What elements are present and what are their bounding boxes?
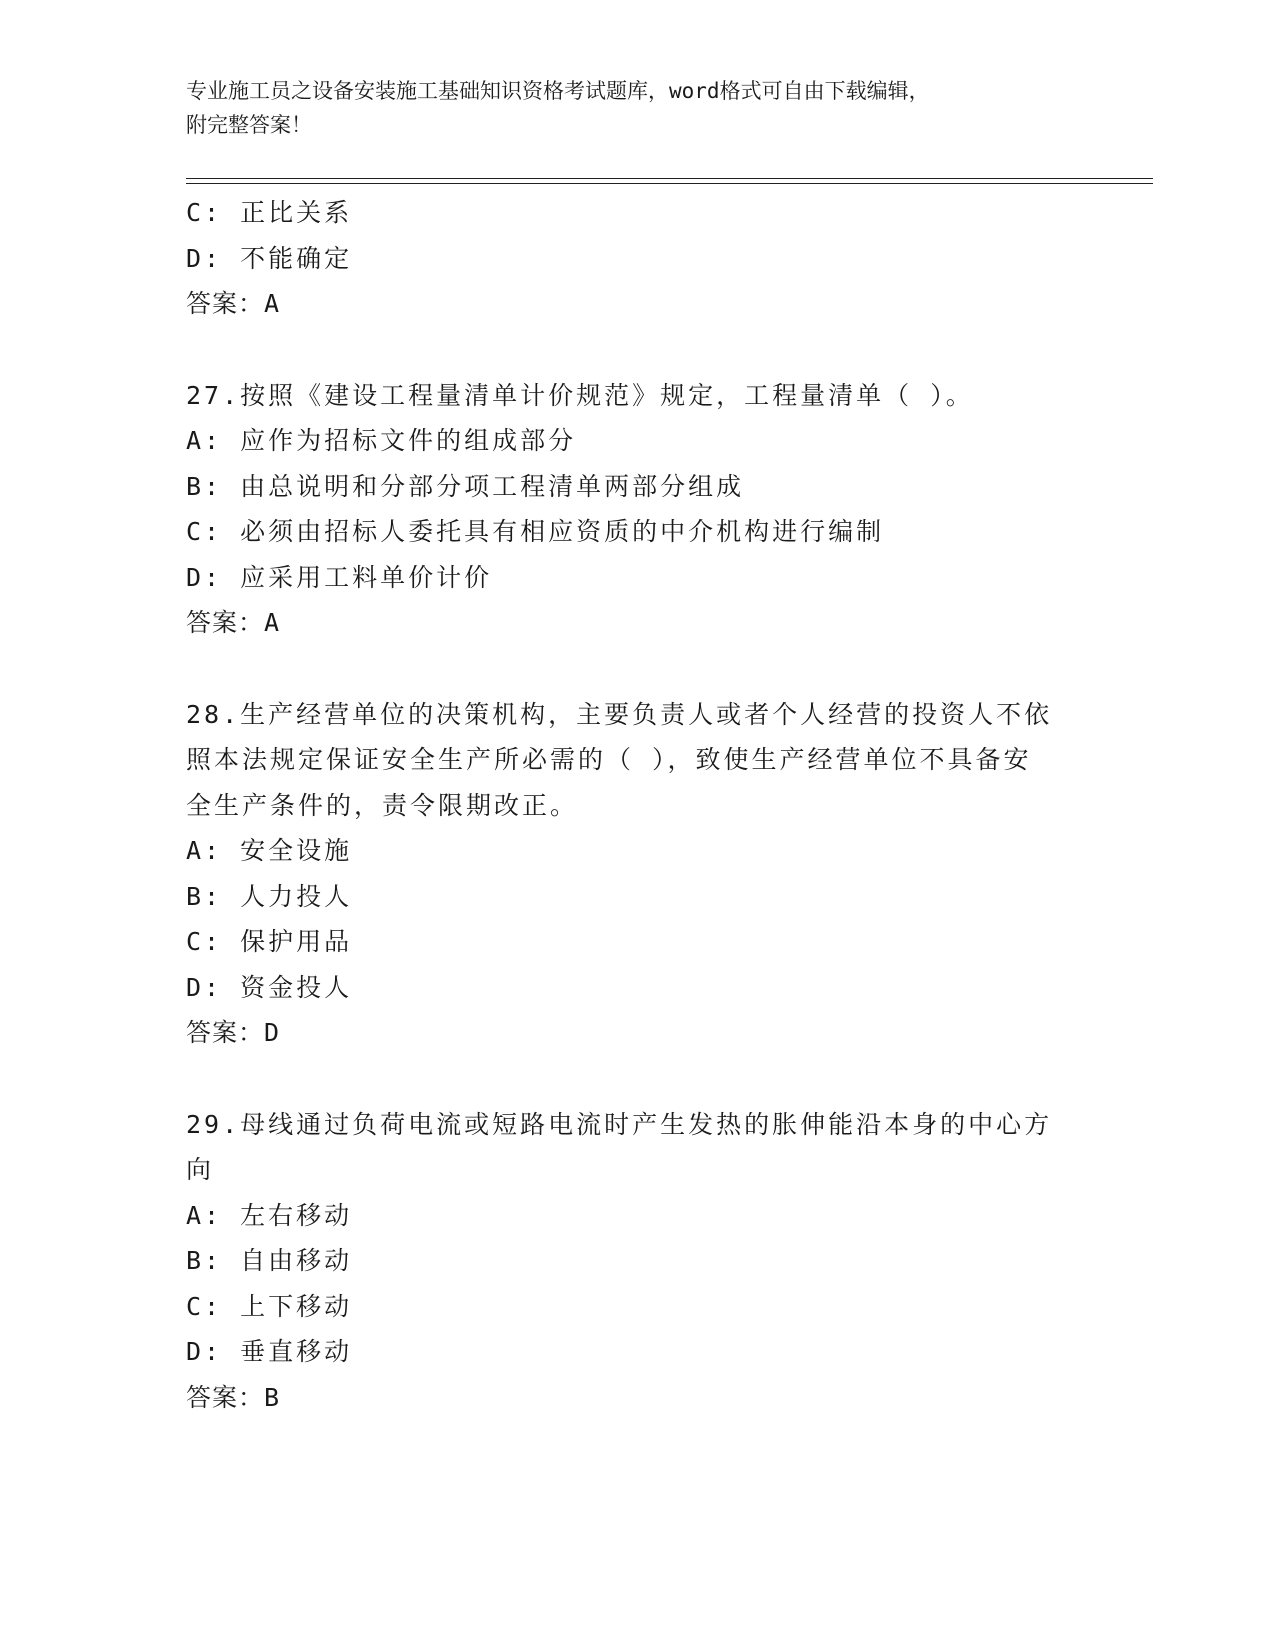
answer-line: 答案：B [186, 1382, 281, 1412]
question-stem: 27.按照《建设工程量清单计价规范》规定，工程量清单（ ）。 [186, 380, 974, 410]
answer-line: 答案：D [186, 1018, 281, 1047]
option-c: C: 正比关系 [186, 198, 353, 227]
question-stem-line-1: 28.生产经营单位的决策机构，主要负责人或者个人经营的投资人不依 [186, 699, 1053, 729]
option-c: C: 上下移动 [186, 1291, 353, 1321]
question-list [186, 190, 1086, 1420]
option-b: B: 人力投人 [186, 881, 353, 911]
question-stem-line-1: 29.母线通过负荷电流或短路电流时产生发热的胀伸能沿本身的中心方 [186, 1109, 1053, 1139]
option-d: D: 应采用工料单价计价 [186, 562, 493, 592]
header-divider-bottom [186, 183, 1153, 184]
option-a: A: 安全设施 [186, 836, 353, 865]
spacer [186, 327, 1086, 373]
answer-line: 答案：A [186, 289, 281, 318]
question-block-28 [186, 692, 1086, 1056]
question-block-29 [186, 1102, 1086, 1421]
question-stem-line-3: 全生产条件的，责令限期改正。 [186, 790, 579, 820]
option-a: A: 应作为招标文件的组成部分 [186, 426, 577, 455]
question-block-26 [186, 190, 1086, 327]
option-c: C: 保护用品 [186, 927, 353, 956]
option-b: B: 由总说明和分部分项工程清单两部分组成 [186, 471, 745, 501]
option-a: A: 左右移动 [186, 1200, 353, 1230]
document-header [186, 74, 1066, 142]
option-b: B: 自由移动 [186, 1246, 353, 1275]
question-block-27 [186, 373, 1086, 646]
question-stem-line-2: 向 [186, 1155, 215, 1184]
question-stem-line-2: 照本法规定保证安全生产所必需的（ ），致使生产经营单位不具备安 [186, 745, 1032, 774]
header-divider-top [186, 178, 1153, 179]
option-c: C: 必须由招标人委托具有相应资质的中介机构进行编制 [186, 517, 885, 546]
spacer [186, 646, 1086, 692]
option-d: D: 不能确定 [186, 243, 353, 273]
answer-line: 答案：A [186, 608, 281, 637]
header-line-1: 专业施工员之设备安装施工基础知识资格考试题库，word格式可自由下载编辑， [186, 79, 930, 103]
header-line-2: 附完整答案！ [186, 113, 312, 137]
option-d: D: 垂直移动 [186, 1337, 353, 1366]
option-d: D: 资金投人 [186, 972, 353, 1002]
spacer [186, 1056, 1086, 1102]
